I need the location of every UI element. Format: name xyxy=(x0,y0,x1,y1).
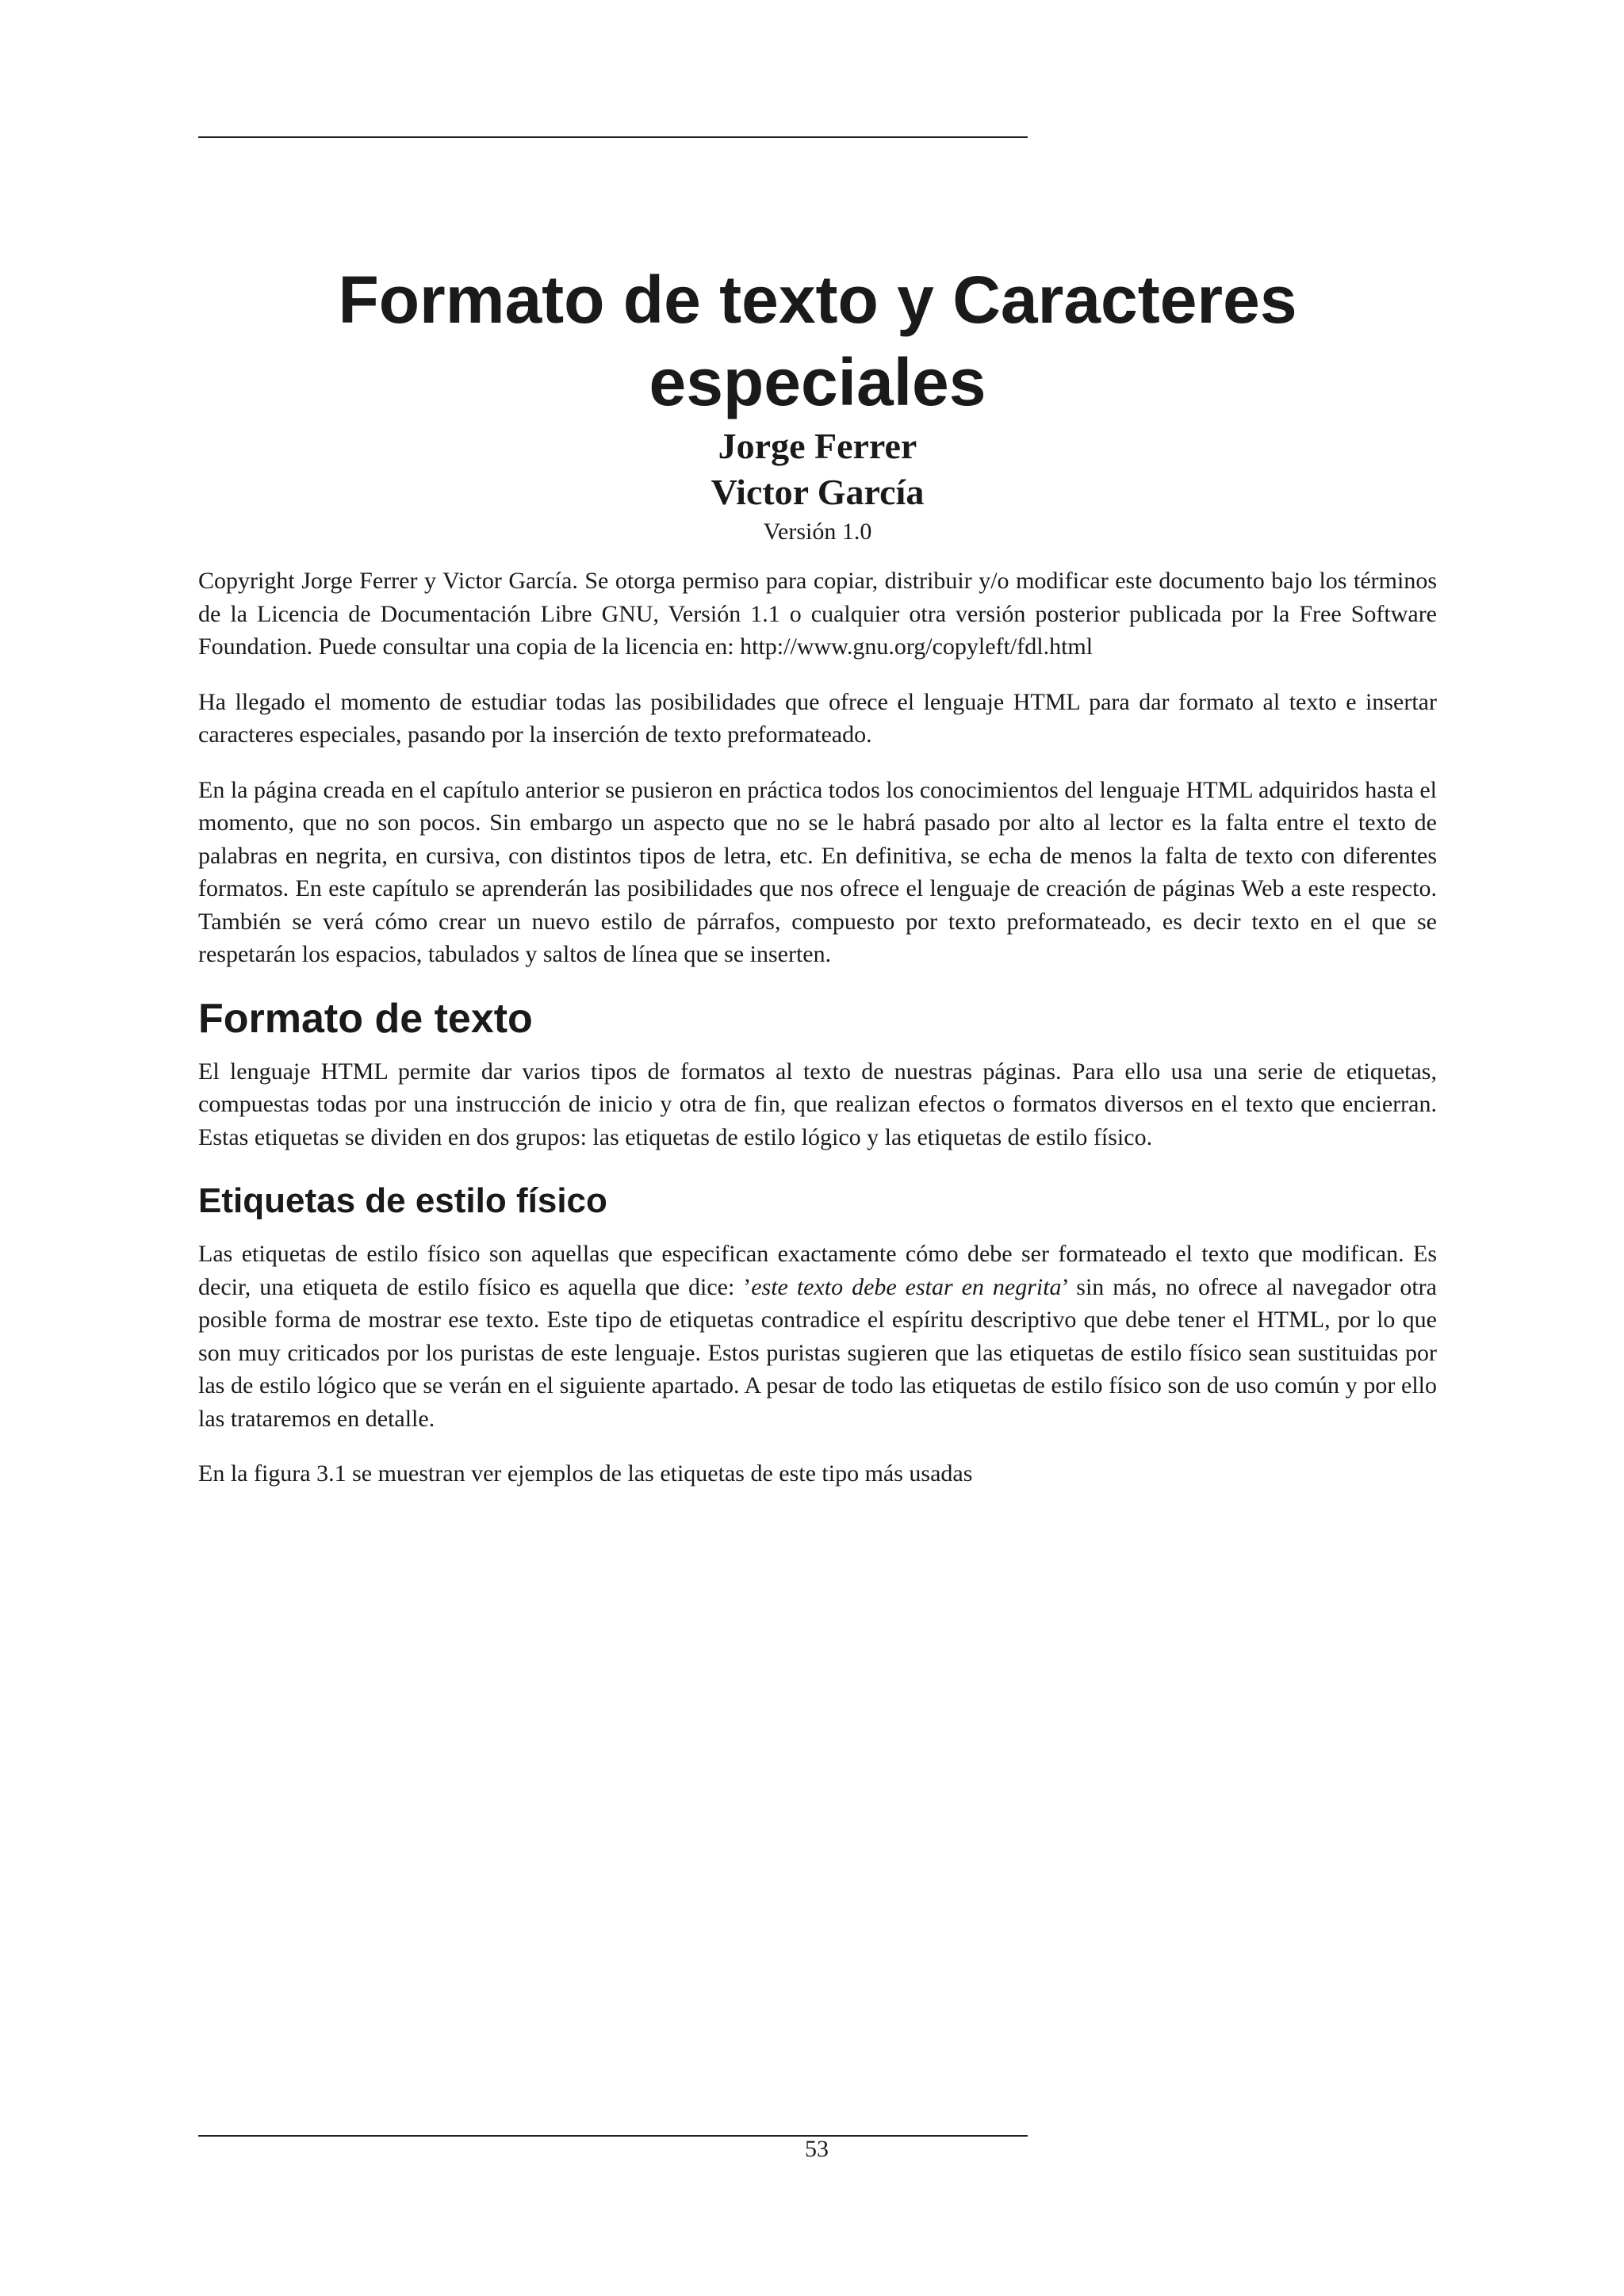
subsection-paragraph-1-start: Las etiquetas de estilo físico son aquellas que especifican exactamente cómo debe ser formateado el texto que modifican. Es decir, una etiqueta de estilo físico es aquella que dice: ’ xyxy=(198,1241,1437,1300)
author-1: Jorge Ferrer xyxy=(718,426,917,466)
copyright-notice: Copyright Jorge Ferrer y Victor García. Se otorga permiso para copiar, distribuir y/o modificar este documento bajo los términos de la Licencia de Documentación Libre GNU, Versión 1.1 o cualquier otra versión posterior publicada por la Free Software Foundation. Puede consultar una copia de la licencia en: http://www.gnu.org/copyleft/fdl.html xyxy=(198,568,1437,660)
section-paragraph: El lenguaje HTML permite dar varios tipos de formatos al texto de nuestras páginas. Para ello usa una serie de etiquetas, compuestas todas por una instrucción de inicio y otra de fin, que realizan efectos o formatos diversos en el texto que encierran. Estas etiquetas se dividen en dos grupos: las etiquetas de estilo lógico y las etiquetas de estilo físico. xyxy=(198,1058,1437,1150)
chapter-title: Formato de texto y Caracteres especiales xyxy=(338,262,1297,419)
page-number: 53 xyxy=(805,2136,829,2162)
intro-paragraph-2: En la página creada en el capítulo anterior se pusieron en práctica todos los conocimientos del lenguaje HTML adquiridos hasta el momento, que no son pocos. Sin embargo un aspecto que no se le habrá pasado por alto al lector es la falta entre el texto de palabras en negrita, en cursiva, con distintos tipos de letra, etc. En definitiva, se echa de menos la falta de texto con diferentes formatos. En este capítulo se aprenderán las posibilidades que nos ofrece el lenguaje de creación de páginas Web a este respecto. También se verá cómo crear un nuevo estilo de párrafos, compuesto por texto preformateado, es decir texto en el que se respetarán los espacios, tabulados y saltos de línea que se inserten. xyxy=(198,776,1437,967)
page-content xyxy=(198,258,1437,1513)
header-rule xyxy=(198,136,1028,138)
section-heading-formato-de-texto: Formato de texto xyxy=(198,995,533,1042)
intro-paragraph-1: Ha llegado el momento de estudiar todas las posibilidades que ofrece el lenguaje HTML para dar formato al texto e insertar caracteres especiales, pasando por la inserción de texto preformateado. xyxy=(198,688,1437,748)
author-2: Victor García xyxy=(710,472,925,512)
version-label: Versión 1.0 xyxy=(763,519,872,545)
subsection-paragraph-1 xyxy=(198,1238,1437,1435)
subsection-heading-estilo-fisico: Etiquetas de estilo físico xyxy=(198,1181,607,1220)
subsection-paragraph-2: En la figura 3.1 se muestran ver ejemplos de las etiquetas de este tipo más usadas xyxy=(198,1460,973,1487)
subsection-paragraph-1-end: ’ sin más, no ofrece al navegador otra posible forma de mostrar ese texto. Este tipo de etiquetas contradice el espíritu descriptivo que debe tener el HTML, por lo que son muy criticados por los puristas de este lenguaje. Estos puristas sugieren que las etiquetas de estilo físico sean sustituidas por las de estilo lógico que se verán en el siguiente apartado. A pesar de todo las etiquetas de estilo físico son de uso común y por ello las trataremos en detalle. xyxy=(198,1273,1437,1432)
italic-quote: este texto debe estar en negrita xyxy=(751,1273,1062,1300)
